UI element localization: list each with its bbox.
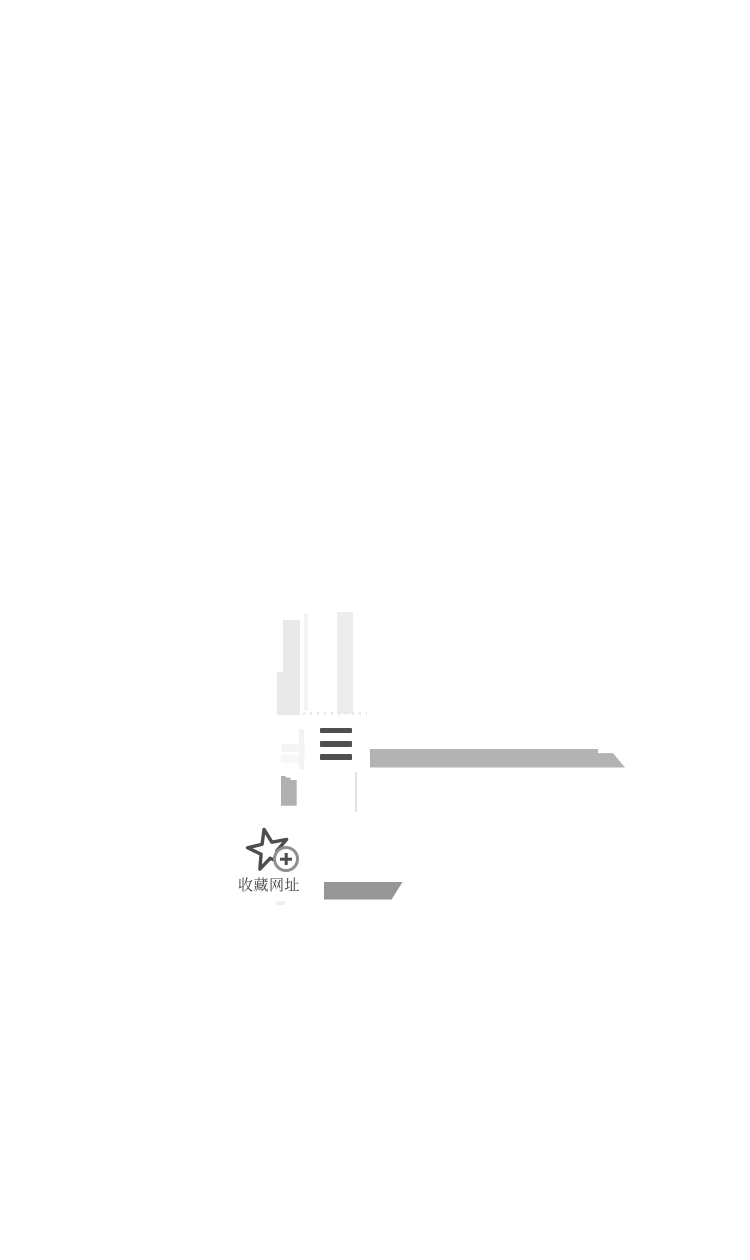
bookmark-stripe — [324, 882, 403, 900]
ghost-speck-row — [303, 712, 367, 715]
bookmark-label: 收藏网址 — [237, 877, 300, 894]
ghost-line-thin — [304, 613, 308, 711]
bookmark-button[interactable] — [233, 823, 305, 898]
plus-circle-icon — [273, 846, 299, 872]
hamburger-icon — [320, 754, 352, 760]
star-plus-icon — [242, 825, 300, 875]
ghost-vertical-line — [355, 772, 357, 812]
ghost-bar-left — [277, 620, 301, 715]
menu-button[interactable] — [320, 728, 352, 761]
ghost-bar-right — [337, 612, 353, 714]
gray-block-fragment — [281, 776, 297, 806]
banner-stripe — [370, 749, 625, 768]
hamburger-icon — [320, 741, 352, 747]
ghost-dot — [276, 901, 285, 905]
hamburger-icon — [320, 728, 352, 734]
ghost-smudge-3 — [299, 729, 304, 769]
